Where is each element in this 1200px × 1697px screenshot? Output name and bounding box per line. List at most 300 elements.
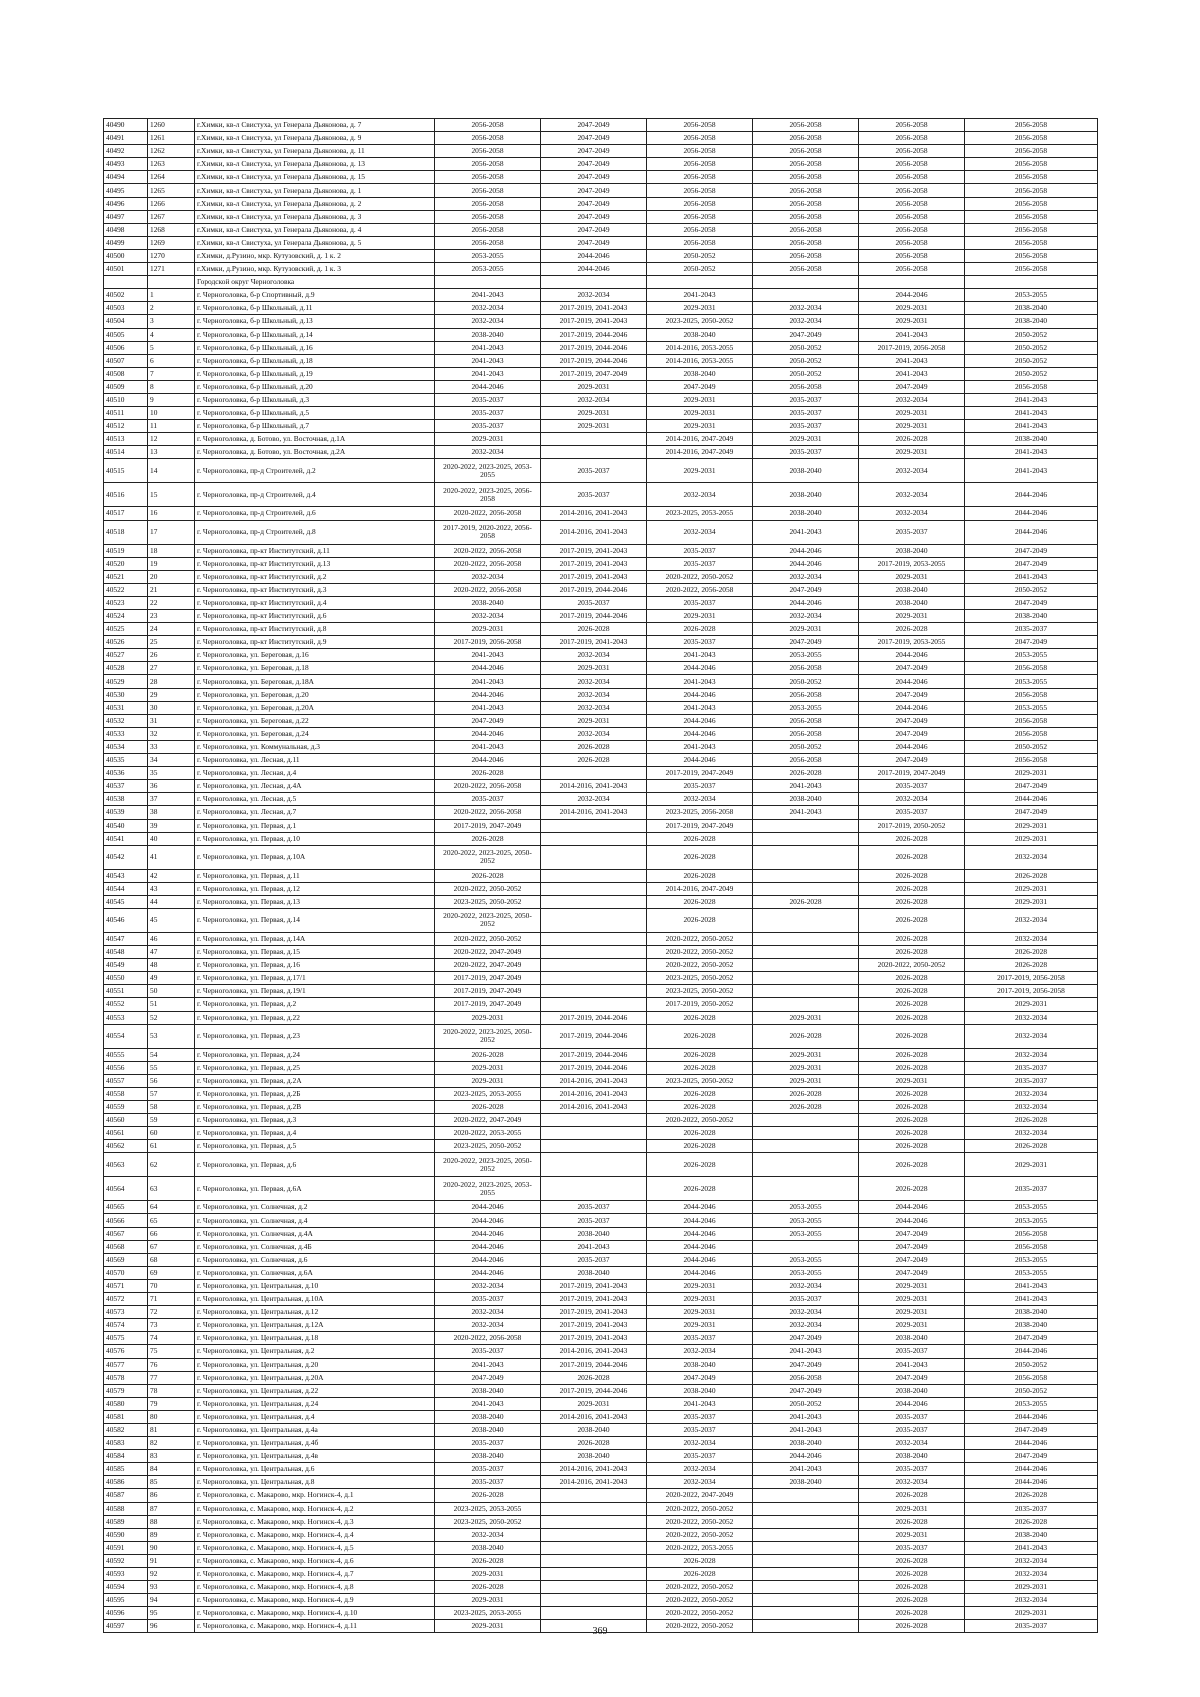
- period-cell-1: 2017-2019, 2020-2022, 2056-2058: [435, 520, 541, 544]
- period-cell-5: 2035-2037: [859, 780, 965, 793]
- period-cell-2: 2047-2049: [541, 171, 647, 184]
- row-id-cell: 40555: [104, 1048, 148, 1061]
- period-cell-3: 2026-2028: [647, 1048, 753, 1061]
- period-cell-6: 2038-2040: [965, 1528, 1098, 1541]
- table-row: [104, 1345, 1098, 1358]
- period-cell-2: [541, 908, 647, 932]
- period-cell-4: 2044-2046: [753, 544, 859, 557]
- period-cell-3: 2020-2022, 2050-2052: [647, 1528, 753, 1541]
- row-id-cell: 40595: [104, 1594, 148, 1607]
- period-cell-4: [753, 1515, 859, 1528]
- index-cell: 12: [148, 433, 195, 446]
- row-id-cell: 40517: [104, 507, 148, 520]
- address-cell: г. Черноголовка, б-р Школьный, д.13: [195, 315, 435, 328]
- period-cell-6: 2035-2037: [965, 1061, 1098, 1074]
- address-cell: г. Черноголовка, ул. Центральная, д.4а: [195, 1423, 435, 1436]
- period-cell-5: 2047-2049: [859, 380, 965, 393]
- row-id-cell: 40522: [104, 583, 148, 596]
- period-cell-1: 2032-2034: [435, 570, 541, 583]
- period-cell-6: 2056-2058: [965, 184, 1098, 197]
- table-row: [104, 1114, 1098, 1127]
- period-cell-6: 2038-2040: [965, 433, 1098, 446]
- address-cell: г. Черноголовка, ул. Первая, д.10: [195, 832, 435, 845]
- row-id-cell: 40565: [104, 1201, 148, 1214]
- index-cell: 67: [148, 1240, 195, 1253]
- address-cell: г.Химки, кв-л Свистуха, ул Генерала Дьяконова, д. 9: [195, 132, 435, 145]
- period-cell-6: 2056-2058: [965, 1227, 1098, 1240]
- index-cell: 70: [148, 1279, 195, 1292]
- address-cell: г. Черноголовка, ул. Береговая, д.16: [195, 649, 435, 662]
- address-cell: г. Черноголовка, с. Макарово, мкр. Ногинск-4, д.7: [195, 1568, 435, 1581]
- period-cell-6: 2056-2058: [965, 1240, 1098, 1253]
- period-cell-4: 2050-2052: [753, 740, 859, 753]
- address-cell: г. Черноголовка, ул. Береговая, д.22: [195, 714, 435, 727]
- address-cell: г. Черноголовка, ул. Первая, д.4: [195, 1127, 435, 1140]
- period-cell-6: 2044-2046: [965, 793, 1098, 806]
- period-cell-6: 2032-2034: [965, 845, 1098, 869]
- period-cell-4: 2050-2052: [753, 675, 859, 688]
- period-cell-4: 2041-2043: [753, 780, 859, 793]
- table-row: [104, 1515, 1098, 1528]
- period-cell-1: 2020-2022, 2056-2058: [435, 583, 541, 596]
- period-cell-2: 2047-2049: [541, 158, 647, 171]
- period-cell-1: 2038-2040: [435, 1410, 541, 1423]
- row-id-cell: 40557: [104, 1074, 148, 1087]
- period-cell-1: 2020-2022, 2056-2058: [435, 557, 541, 570]
- period-cell-3: 2020-2022, 2047-2049: [647, 1489, 753, 1502]
- address-cell: г. Черноголовка, д. Ботово, ул. Восточная, д.2А: [195, 446, 435, 459]
- table-row: [104, 946, 1098, 959]
- period-cell-1: 2029-2031: [435, 1568, 541, 1581]
- period-cell-3: 2032-2034: [647, 1476, 753, 1489]
- period-cell-6: 2041-2043: [965, 393, 1098, 406]
- period-cell-4: 2047-2049: [753, 1332, 859, 1345]
- table-row: [104, 1423, 1098, 1436]
- address-cell: г. Черноголовка, ул. Первая, д.2Б: [195, 1087, 435, 1100]
- table-row: [104, 793, 1098, 806]
- period-cell-2: [541, 819, 647, 832]
- period-cell-1: 2020-2022, 2047-2049: [435, 1114, 541, 1127]
- period-cell-4: [753, 882, 859, 895]
- period-cell-2: 2017-2019, 2041-2043: [541, 1293, 647, 1306]
- table-row: [104, 249, 1098, 262]
- period-cell-6: 2032-2034: [965, 1087, 1098, 1100]
- period-cell-3: 2026-2028: [647, 1568, 753, 1581]
- row-id-cell: 40542: [104, 845, 148, 869]
- row-id-cell: 40503: [104, 302, 148, 315]
- period-cell-1: 2032-2034: [435, 1319, 541, 1332]
- period-cell-2: [541, 1581, 647, 1594]
- table-row: [104, 636, 1098, 649]
- row-id-cell: 40505: [104, 328, 148, 341]
- period-cell-5: 2038-2040: [859, 1332, 965, 1345]
- period-cell-3: 2029-2031: [647, 407, 753, 420]
- table-row: [104, 1332, 1098, 1345]
- period-cell-4: 2041-2043: [753, 520, 859, 544]
- period-cell-2: [541, 832, 647, 845]
- period-cell-2: [541, 1127, 647, 1140]
- period-cell-4: 2032-2034: [753, 1319, 859, 1332]
- row-id-cell: 40562: [104, 1140, 148, 1153]
- period-cell-2: 2017-2019, 2044-2046: [541, 610, 647, 623]
- period-cell-3: 2056-2058: [647, 223, 753, 236]
- period-cell-4: [753, 972, 859, 985]
- period-cell-1: 2035-2037: [435, 1463, 541, 1476]
- period-cell-4: 2050-2052: [753, 354, 859, 367]
- period-cell-3: 2056-2058: [647, 119, 753, 132]
- period-cell-3: 2026-2028: [647, 1140, 753, 1153]
- index-cell: 31: [148, 714, 195, 727]
- period-cell-4: 2056-2058: [753, 184, 859, 197]
- period-cell-5: 2026-2028: [859, 1554, 965, 1567]
- period-cell-5: 2029-2031: [859, 407, 965, 420]
- period-cell-5: 2044-2046: [859, 1201, 965, 1214]
- period-cell-2: [541, 1568, 647, 1581]
- period-cell-3: 2029-2031: [647, 459, 753, 483]
- row-id-cell: 40566: [104, 1214, 148, 1227]
- period-cell-4: [753, 1153, 859, 1177]
- period-cell-3: 2029-2031: [647, 1319, 753, 1332]
- period-cell-3: 2056-2058: [647, 132, 753, 145]
- row-id-cell: 40547: [104, 932, 148, 945]
- period-cell-3: 2026-2028: [647, 895, 753, 908]
- table-row: [104, 1048, 1098, 1061]
- index-cell: 79: [148, 1397, 195, 1410]
- period-cell-5: 2026-2028: [859, 1620, 965, 1633]
- index-cell: 25: [148, 636, 195, 649]
- table-row: [104, 908, 1098, 932]
- index-cell: 13: [148, 446, 195, 459]
- table-row: [104, 932, 1098, 945]
- row-id-cell: 40541: [104, 832, 148, 845]
- period-cell-2: 2017-2019, 2041-2043: [541, 1306, 647, 1319]
- period-cell-1: 2056-2058: [435, 119, 541, 132]
- period-cell-6: 2029-2031: [965, 767, 1098, 780]
- period-cell-5: 2032-2034: [859, 1437, 965, 1450]
- period-cell-6: 2035-2037: [965, 623, 1098, 636]
- address-cell: г. Черноголовка, б-р Школьный, д.14: [195, 328, 435, 341]
- address-cell: г. Черноголовка, ул. Центральная, д.18: [195, 1332, 435, 1345]
- address-cell: г.Химки, кв-л Свистуха, ул Генерала Дьяконова, д. 2: [195, 197, 435, 210]
- period-cell-5: 2038-2040: [859, 596, 965, 609]
- period-cell-5: 2032-2034: [859, 507, 965, 520]
- address-cell: г. Черноголовка, ул. Лесная, д.4А: [195, 780, 435, 793]
- address-cell: г. Черноголовка, ул. Первая, д.12: [195, 882, 435, 895]
- period-cell-6: 2035-2037: [965, 1177, 1098, 1201]
- period-cell-3: 2026-2028: [647, 1554, 753, 1567]
- table-row: [104, 780, 1098, 793]
- table-row: [104, 1319, 1098, 1332]
- period-cell-2: 2029-2031: [541, 407, 647, 420]
- period-cell-1: 2056-2058: [435, 132, 541, 145]
- index-cell: 74: [148, 1332, 195, 1345]
- period-cell-3: 2044-2046: [647, 1240, 753, 1253]
- period-cell-2: 2017-2019, 2047-2049: [541, 367, 647, 380]
- address-cell: г. Черноголовка, ул. Центральная, д.4в: [195, 1450, 435, 1463]
- period-cell-4: 2029-2031: [753, 433, 859, 446]
- index-cell: 35: [148, 767, 195, 780]
- period-cell-4: 2038-2040: [753, 459, 859, 483]
- period-cell-4: 2056-2058: [753, 249, 859, 262]
- period-cell-4: 2056-2058: [753, 145, 859, 158]
- index-cell: 87: [148, 1502, 195, 1515]
- table-row: [104, 1528, 1098, 1541]
- period-cell-3: 2044-2046: [647, 688, 753, 701]
- period-cell-4: [753, 869, 859, 882]
- table-row: [104, 675, 1098, 688]
- period-cell-3: 2056-2058: [647, 236, 753, 249]
- period-cell-3: 2044-2046: [647, 754, 753, 767]
- period-cell-6: 2047-2049: [965, 1423, 1098, 1436]
- address-cell: г. Черноголовка, ул. Первая, д.19/1: [195, 985, 435, 998]
- table-row: [104, 328, 1098, 341]
- period-cell-1: 2044-2046: [435, 1214, 541, 1227]
- period-cell-3: 2044-2046: [647, 1227, 753, 1240]
- row-id-cell: 40515: [104, 459, 148, 483]
- row-id-cell: 40501: [104, 263, 148, 276]
- table-row: [104, 596, 1098, 609]
- period-cell-6: 2056-2058: [965, 662, 1098, 675]
- table-row: [104, 1293, 1098, 1306]
- row-id-cell: 40490: [104, 119, 148, 132]
- period-cell-3: 2035-2037: [647, 780, 753, 793]
- period-cell-2: [541, 1489, 647, 1502]
- section-title: Городской округ Черноголовка: [195, 276, 435, 289]
- row-id-cell: 40537: [104, 780, 148, 793]
- period-cell-1: 2020-2022, 2056-2058: [435, 780, 541, 793]
- address-cell: г. Черноголовка, ул. Центральная, д.4б: [195, 1437, 435, 1450]
- table-row: [104, 158, 1098, 171]
- index-cell: 93: [148, 1581, 195, 1594]
- period-cell-1: 2056-2058: [435, 197, 541, 210]
- period-cell-4: [753, 1140, 859, 1153]
- period-cell-6: 2032-2034: [965, 1568, 1098, 1581]
- period-cell-3: 2044-2046: [647, 727, 753, 740]
- index-cell: 92: [148, 1568, 195, 1581]
- table-body: [104, 119, 1098, 1633]
- address-cell: г. Черноголовка, с. Макарово, мкр. Ногинск-4, д.11: [195, 1620, 435, 1633]
- row-id-cell: 40572: [104, 1293, 148, 1306]
- period-cell-4: 2053-2055: [753, 701, 859, 714]
- period-cell-6: 2056-2058: [965, 145, 1098, 158]
- period-cell-5: 2026-2028: [859, 1087, 965, 1100]
- period-cell-3: 2029-2031: [647, 420, 753, 433]
- period-cell-6: 2044-2046: [965, 483, 1098, 507]
- period-cell-5: 2026-2028: [859, 1177, 965, 1201]
- period-cell-4: [753, 1127, 859, 1140]
- period-cell-5: 2017-2019, 2056-2058: [859, 341, 965, 354]
- table-row: [104, 433, 1098, 446]
- period-cell-6: 2056-2058: [965, 158, 1098, 171]
- period-cell-5: 2044-2046: [859, 1397, 965, 1410]
- index-cell: 58: [148, 1101, 195, 1114]
- address-cell: г.Химки, кв-л Свистуха, ул Генерала Дьяконова, д. 15: [195, 171, 435, 184]
- period-cell-2: 2032-2034: [541, 701, 647, 714]
- table-row: [104, 1253, 1098, 1266]
- period-cell-5: 2026-2028: [859, 1048, 965, 1061]
- row-id-cell: 40492: [104, 145, 148, 158]
- index-cell: 4: [148, 328, 195, 341]
- address-cell: г. Черноголовка, ул. Первая, д.6А: [195, 1177, 435, 1201]
- period-cell-6: 2044-2046: [965, 520, 1098, 544]
- period-cell-4: 2041-2043: [753, 1423, 859, 1436]
- table-row: [104, 701, 1098, 714]
- row-id-cell: 40509: [104, 380, 148, 393]
- index-cell: 83: [148, 1450, 195, 1463]
- period-cell-4: 2053-2055: [753, 1227, 859, 1240]
- period-cell-2: 2026-2028: [541, 1371, 647, 1384]
- period-cell-2: 2038-2040: [541, 1450, 647, 1463]
- address-cell: г. Черноголовка, ул. Первая, д.17/1: [195, 972, 435, 985]
- period-cell-2: 2047-2049: [541, 132, 647, 145]
- period-cell-1: 2038-2040: [435, 1450, 541, 1463]
- period-cell-5: 2026-2028: [859, 869, 965, 882]
- address-cell: г. Черноголовка, ул. Первая, д.22: [195, 1011, 435, 1024]
- period-cell-5: 2026-2028: [859, 882, 965, 895]
- row-id-cell: [104, 276, 148, 289]
- period-cell-6: 2038-2040: [965, 315, 1098, 328]
- period-cell-4: 2053-2055: [753, 1253, 859, 1266]
- period-cell-6: 2026-2028: [965, 1515, 1098, 1528]
- address-cell: г. Черноголовка, д. Ботово, ул. Восточная, д.1А: [195, 433, 435, 446]
- period-cell-5: 2026-2028: [859, 1515, 965, 1528]
- period-cell-1: 2041-2043: [435, 354, 541, 367]
- period-cell-3: 2038-2040: [647, 1384, 753, 1397]
- row-id-cell: 40521: [104, 570, 148, 583]
- table-row: [104, 507, 1098, 520]
- period-cell-1: 2020-2022, 2023-2025, 2050-2052: [435, 908, 541, 932]
- index-cell: 2: [148, 302, 195, 315]
- period-cell-4: 2056-2058: [753, 197, 859, 210]
- period-cell-2: 2017-2019, 2041-2043: [541, 1279, 647, 1292]
- table-row: [104, 354, 1098, 367]
- period-cell-4: 2056-2058: [753, 1371, 859, 1384]
- period-cell-5: [859, 276, 965, 289]
- period-cell-6: 2032-2034: [965, 932, 1098, 945]
- period-cell-5: 2047-2049: [859, 727, 965, 740]
- period-cell-2: 2017-2019, 2044-2046: [541, 1384, 647, 1397]
- index-cell: 82: [148, 1437, 195, 1450]
- period-cell-6: 2029-2031: [965, 1153, 1098, 1177]
- period-cell-5: 2029-2031: [859, 610, 965, 623]
- period-cell-1: 2056-2058: [435, 145, 541, 158]
- index-cell: 32: [148, 727, 195, 740]
- index-cell: 29: [148, 688, 195, 701]
- table-row: [104, 1140, 1098, 1153]
- index-cell: 61: [148, 1140, 195, 1153]
- table-row: [104, 583, 1098, 596]
- period-cell-1: 2023-2025, 2053-2055: [435, 1087, 541, 1100]
- index-cell: 85: [148, 1476, 195, 1489]
- period-cell-1: 2041-2043: [435, 740, 541, 753]
- period-cell-3: 2041-2043: [647, 675, 753, 688]
- row-id-cell: 40549: [104, 959, 148, 972]
- address-cell: г. Черноголовка, б-р Школьный, д.5: [195, 407, 435, 420]
- index-cell: 1261: [148, 132, 195, 145]
- period-cell-6: 2044-2046: [965, 1476, 1098, 1489]
- index-cell: 1262: [148, 145, 195, 158]
- index-cell: 1269: [148, 236, 195, 249]
- index-cell: 1264: [148, 171, 195, 184]
- address-cell: г. Черноголовка, с. Макарово, мкр. Ногинск-4, д.3: [195, 1515, 435, 1528]
- period-cell-4: 2056-2058: [753, 714, 859, 727]
- period-cell-3: 2020-2022, 2050-2052: [647, 1607, 753, 1620]
- table-row: [104, 407, 1098, 420]
- period-cell-5: 2038-2040: [859, 1450, 965, 1463]
- period-cell-3: 2044-2046: [647, 662, 753, 675]
- period-cell-2: 2047-2049: [541, 184, 647, 197]
- period-cell-2: 2032-2034: [541, 675, 647, 688]
- period-cell-2: 2035-2037: [541, 1253, 647, 1266]
- period-cell-5: 2041-2043: [859, 367, 965, 380]
- period-cell-4: 2047-2049: [753, 328, 859, 341]
- table-row: [104, 263, 1098, 276]
- period-cell-5: 2026-2028: [859, 985, 965, 998]
- row-id-cell: 40543: [104, 869, 148, 882]
- period-cell-1: 2032-2034: [435, 446, 541, 459]
- period-cell-6: 2041-2043: [965, 420, 1098, 433]
- address-cell: г.Химки, кв-л Свистуха, ул Генерала Дьяконова, д. 1: [195, 184, 435, 197]
- row-id-cell: 40491: [104, 132, 148, 145]
- row-id-cell: 40526: [104, 636, 148, 649]
- period-cell-6: 2044-2046: [965, 1437, 1098, 1450]
- period-cell-2: 2017-2019, 2044-2046: [541, 341, 647, 354]
- row-id-cell: 40573: [104, 1306, 148, 1319]
- period-cell-2: 2044-2046: [541, 249, 647, 262]
- period-cell-6: 2038-2040: [965, 1306, 1098, 1319]
- index-cell: [148, 276, 195, 289]
- address-cell: г. Черноголовка, пр-д Строителей, д.8: [195, 520, 435, 544]
- index-cell: 1266: [148, 197, 195, 210]
- table-row: [104, 1279, 1098, 1292]
- period-cell-3: 2023-2025, 2056-2058: [647, 806, 753, 819]
- period-cell-4: [753, 845, 859, 869]
- table-row: [104, 557, 1098, 570]
- period-cell-1: 2026-2028: [435, 767, 541, 780]
- period-cell-5: 2056-2058: [859, 132, 965, 145]
- period-cell-2: 2017-2019, 2044-2046: [541, 583, 647, 596]
- table-row: [104, 754, 1098, 767]
- period-cell-5: 2047-2049: [859, 1240, 965, 1253]
- table-row: [104, 767, 1098, 780]
- period-cell-4: 2056-2058: [753, 223, 859, 236]
- period-cell-2: [541, 1140, 647, 1153]
- row-id-cell: 40551: [104, 985, 148, 998]
- period-cell-2: 2014-2016, 2041-2043: [541, 1101, 647, 1114]
- period-cell-2: 2017-2019, 2041-2043: [541, 570, 647, 583]
- period-cell-5: 2035-2037: [859, 1541, 965, 1554]
- address-cell: г. Черноголовка, ул. Солнечная, д.6А: [195, 1266, 435, 1279]
- row-id-cell: 40581: [104, 1410, 148, 1423]
- period-cell-5: 2032-2034: [859, 793, 965, 806]
- period-cell-2: 2038-2040: [541, 1227, 647, 1240]
- row-id-cell: 40583: [104, 1437, 148, 1450]
- period-cell-5: 2032-2034: [859, 1476, 965, 1489]
- period-cell-2: 2047-2049: [541, 145, 647, 158]
- index-cell: 77: [148, 1371, 195, 1384]
- address-cell: г. Черноголовка, ул. Первая, д.1: [195, 819, 435, 832]
- address-cell: г. Черноголовка, ул. Центральная, д.12А: [195, 1319, 435, 1332]
- row-id-cell: 40576: [104, 1345, 148, 1358]
- index-cell: 78: [148, 1384, 195, 1397]
- index-cell: 1265: [148, 184, 195, 197]
- address-cell: г. Черноголовка, ул. Коммунальная, д.3: [195, 740, 435, 753]
- table-row: [104, 845, 1098, 869]
- period-cell-3: 2050-2052: [647, 263, 753, 276]
- period-cell-6: 2038-2040: [965, 1319, 1098, 1332]
- period-cell-1: 2020-2022, 2023-2025, 2053-2055: [435, 1177, 541, 1201]
- index-cell: 47: [148, 946, 195, 959]
